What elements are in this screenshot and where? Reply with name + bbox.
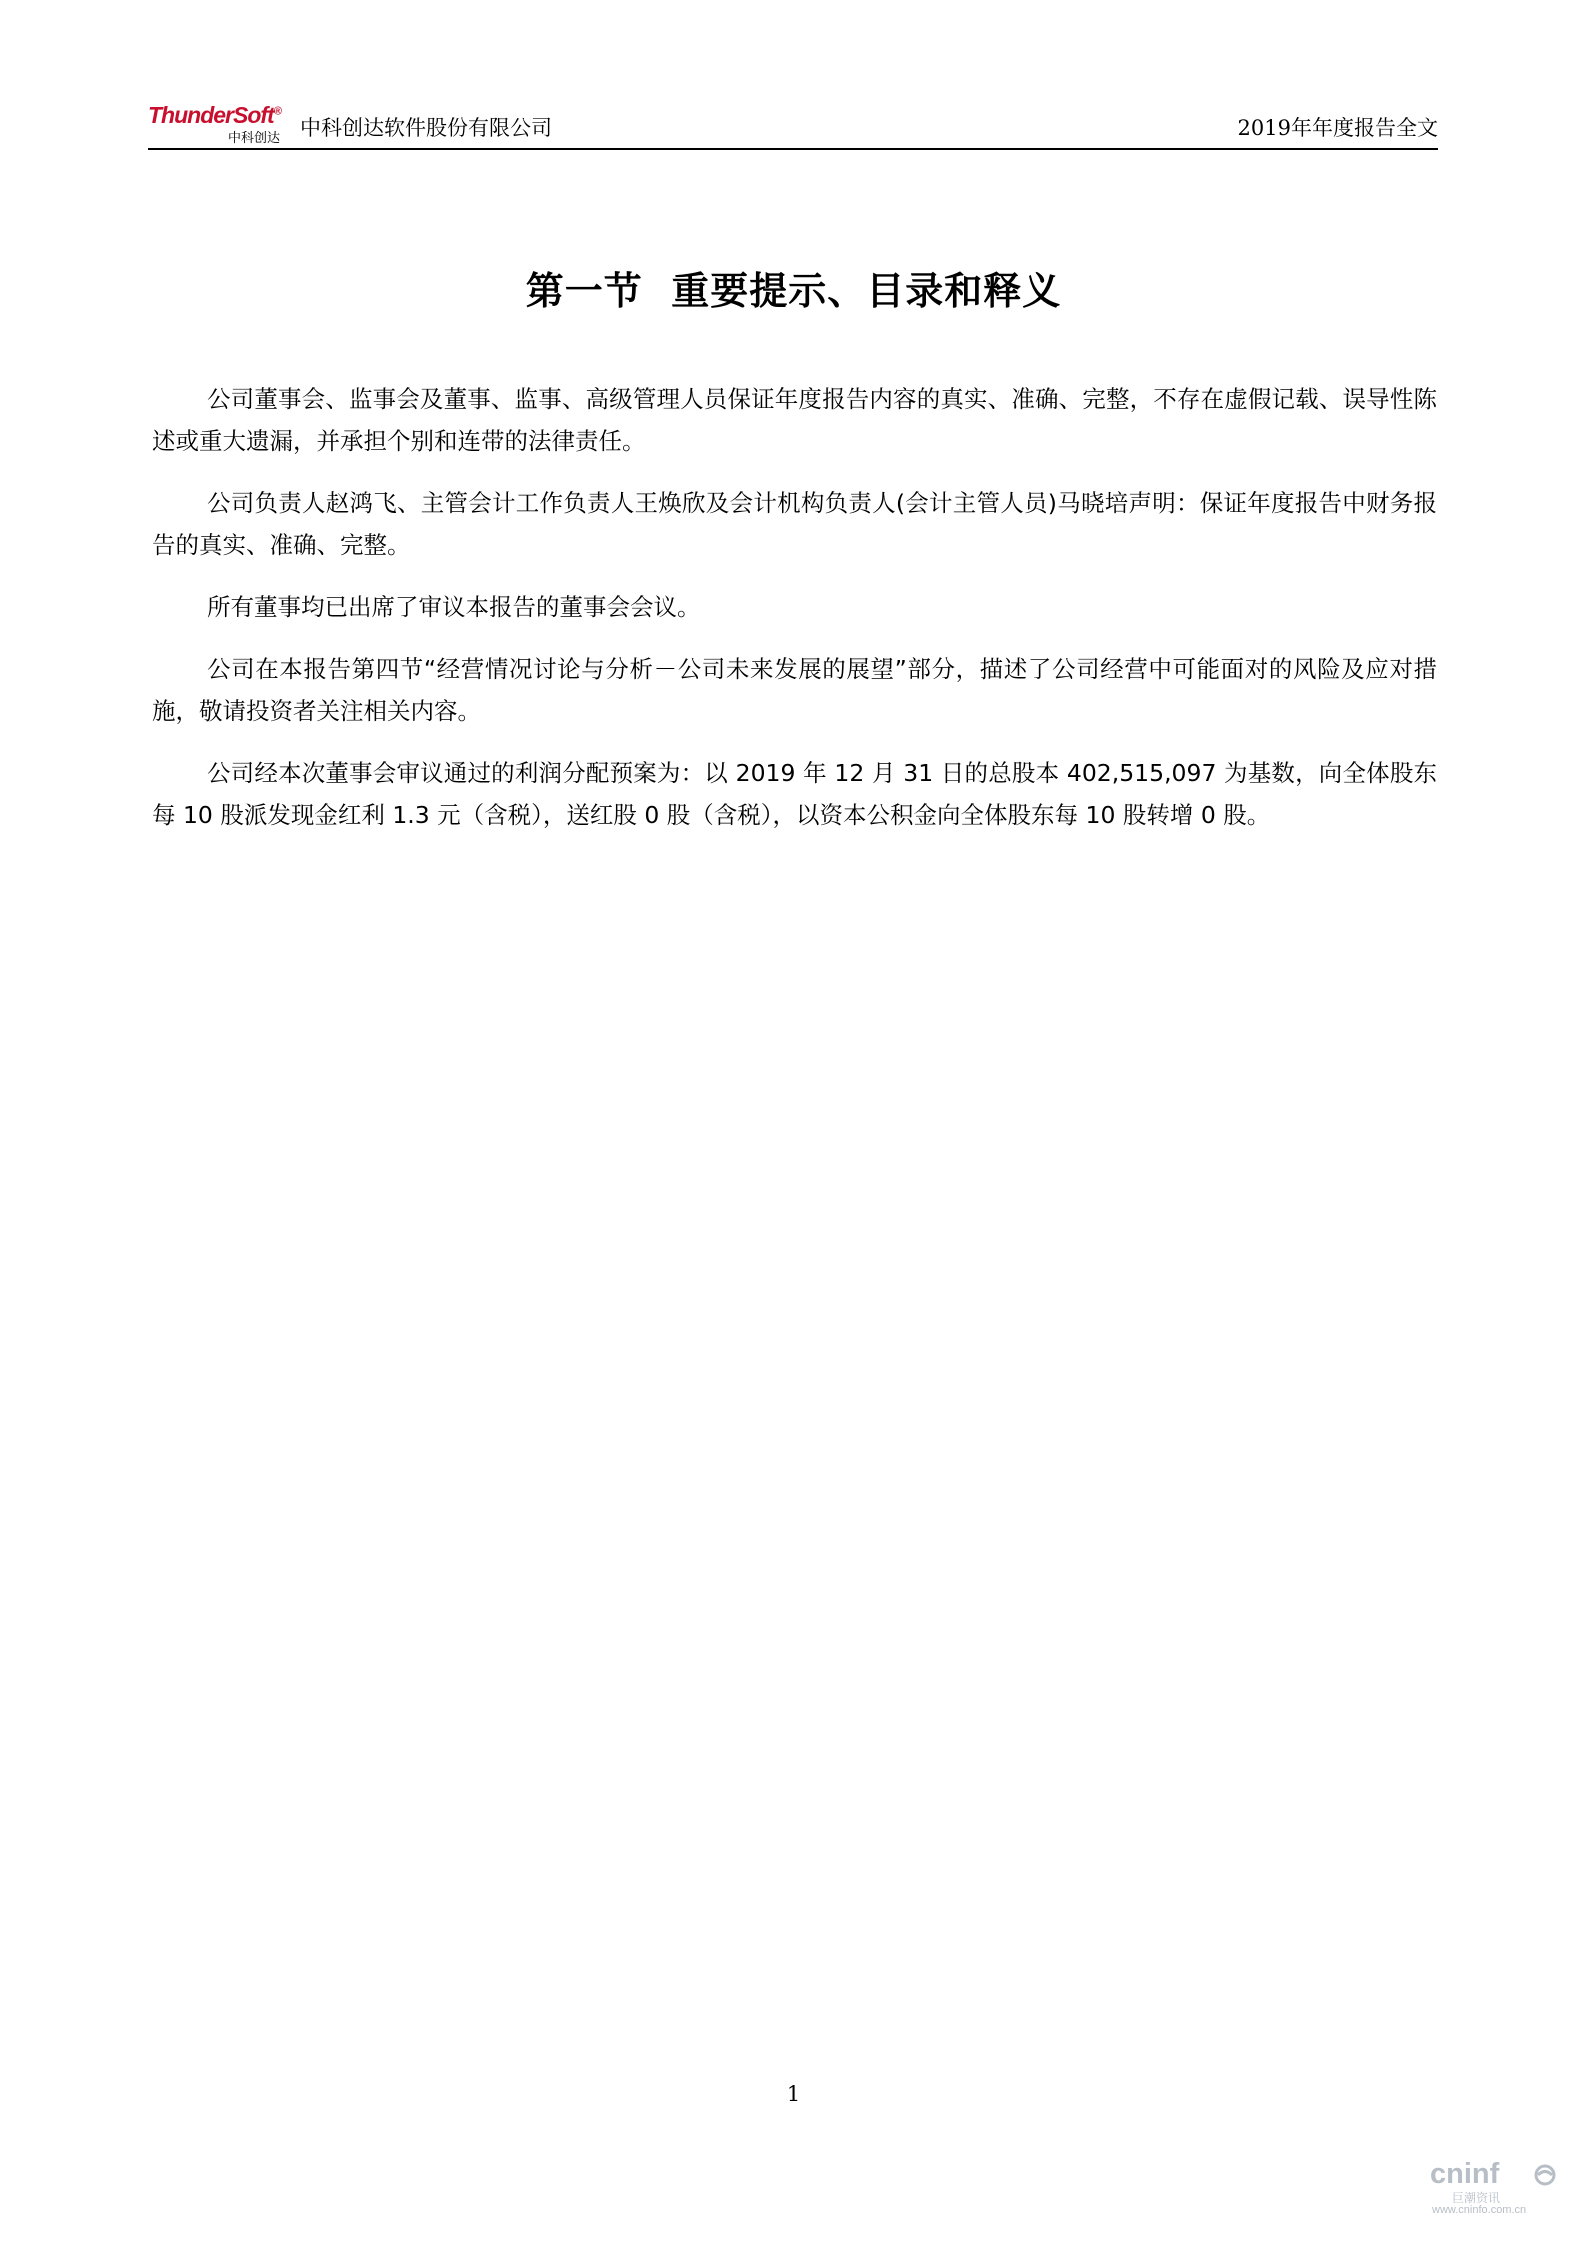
section-title: 第一节 重要提示、目录和释义 xyxy=(525,269,1062,313)
registered-mark: ® xyxy=(273,105,281,118)
header-company-name: 中科创达软件股份有限公司 xyxy=(300,116,552,140)
logo-subtext: 中科创达 xyxy=(228,131,281,146)
cninfo-swirl-icon xyxy=(1534,2164,1556,2186)
cninfo-watermark xyxy=(1430,2158,1560,2218)
paragraph-risk-notice: 公司在本报告第四节“经营情况讨论与分析－公司未来发展的展望”部分，描述了公司经营中可能面对的风险及应对措施，敬请投资者关注相关内容。 xyxy=(152,655,1437,725)
header-report-title: 2019年年度报告全文 xyxy=(1237,116,1438,140)
watermark-brand: cninf xyxy=(1430,2158,1500,2190)
logo-text: ThunderSoft® xyxy=(148,102,281,128)
watermark-subtext: 巨潮资讯 xyxy=(1452,2191,1501,2205)
page-header xyxy=(148,100,1438,150)
paragraph-board-guarantee: 公司董事会、监事会及董事、监事、高级管理人员保证年度报告内容的真实、准确、完整，不存在虚假记载、误导性陈述或重大遗漏，并承担个别和连带的法律责任。 xyxy=(152,385,1437,455)
watermark-url: www.cninfo.com.cn xyxy=(1432,2204,1527,2216)
page-number: 1 xyxy=(786,2082,801,2106)
thundersoft-logo xyxy=(148,102,294,146)
important-notice-body xyxy=(152,378,1437,856)
paragraph-board-attendance: 所有董事均已出席了审议本报告的董事会会议。 xyxy=(207,593,701,621)
paragraph-profit-distribution: 公司经本次董事会审议通过的利润分配预案为：以 2019 年 12 月 31 日的总股本 402,515,097 为基数，向全体股东每 10 股派发现金红利 1.3 元（含税），送红股 0 股（含税），以资本公积金向全体股东每 10 股转增 0 股。 xyxy=(152,759,1437,829)
paragraph-financial-declaration: 公司负责人赵鸿飞、主管会计工作负责人王焕欣及会计机构负责人(会计主管人员)马晓培声明：保证年度报告中财务报告的真实、准确、完整。 xyxy=(152,489,1437,559)
